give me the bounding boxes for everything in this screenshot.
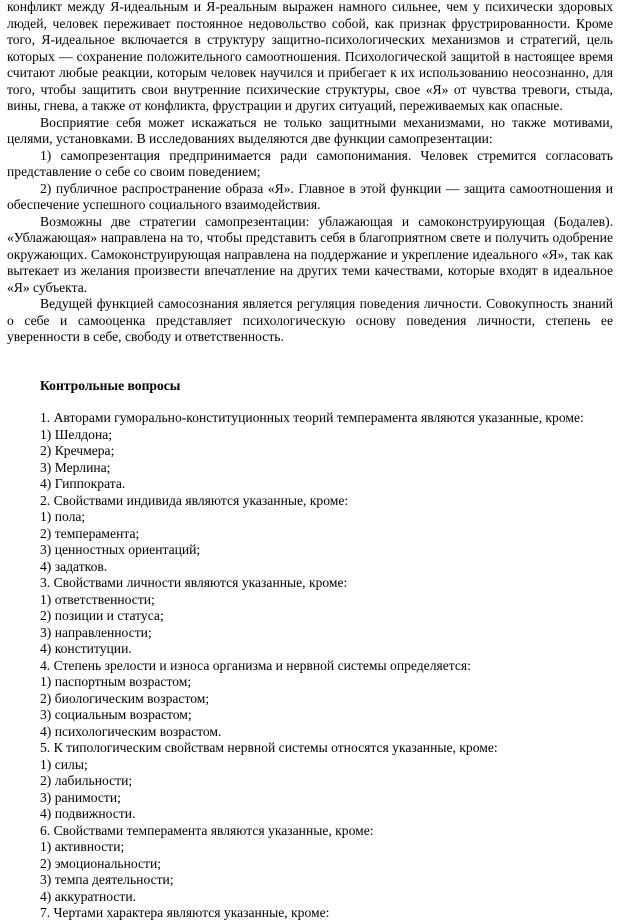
answer-option: 4) задатков. (40, 558, 108, 574)
question-list (7, 410, 613, 922)
paragraph: Возможны две стратегии самопрезентации: ублажающая и самоконструирующая (Бодалев). «Ублажающая» направлена на то, чтобы представить себя в благоприятном свете и получить одобрение окружающих. Самоконструирующая направлена на поддержание и укрепление идеального «Я», так как вытекает из желания произвести впечатление на других теми качествами, которые входят в идеальное «Я» субъекта. (7, 213, 613, 295)
paragraph: 1) самопрезентация предпринимается ради самопонимания. Человек стремится согласовать представление о себе со своим поведением; (7, 147, 613, 179)
question: 1. Авторами гуморально-конституционных теорий темперамента являются указанные, кроме: (40, 410, 584, 425)
paragraph: конфликт между Я-идеальным и Я-реальным выражен намного сильнее, чем у психически здоровых людей, человек переживает постоянное недовольство собой, как признак фрустрированности. Кроме того, Я-идеальное включается в структуру защитно-психологических механизмов и стратегий, цель которых — сохранение положительного самоотношения. Психологической защитой в настоящее время считают любые реакции, которым человек научился и прибегает к их использованию неосознанно, для того, чтобы защитить свои внутренние психические структуры, свое «Я» от чувства тревоги, стыда, вины, гнева, а также от конфликта, фрустрации и других ситуаций, переживаемых как опасные. (7, 0, 613, 113)
paragraph: Восприятие себя может искажаться не только защитными механизмами, но также мотивами, целями, установками. В исследованиях выделяются две функции самопрезентации: (7, 114, 613, 146)
question: 2. Свойствами индивида являются указанные, кроме: (40, 492, 349, 508)
answer-option: 4) Гиппократа. (40, 476, 126, 491)
body-text (7, 0, 613, 346)
answer-option: 2) позиции и статуса; (40, 608, 164, 623)
answer-option: 2) Кречмера; (40, 443, 115, 458)
question: 7. Чертами характера являются указанные, кроме: (40, 905, 330, 920)
answer-option: 3) направленности; (40, 624, 152, 640)
answer-option: 1) активности; (40, 839, 125, 854)
answer-option: 2) темперамента; (40, 525, 140, 541)
answer-option: 2) биологическим возрастом; (40, 690, 210, 706)
answer-option: 3) ранимости; (40, 789, 121, 805)
answer-option: 4) конституции. (40, 641, 132, 656)
answer-option: 3) ценностных ориентаций; (40, 542, 201, 557)
question: 3. Свойствами личности являются указанные, кроме: (40, 575, 348, 590)
answer-option: 3) Мерлина; (40, 459, 111, 475)
answer-option: 1) силы; (40, 756, 88, 772)
paragraph: 2) публичное распространение образа «Я». Главное в этой функции — защита самоотношения и обеспечение успешного социального взаимодействия. (7, 180, 613, 212)
question: 6. Свойствами темперамента являются указанные, кроме: (40, 822, 374, 838)
answer-option: 1) пола; (40, 509, 86, 524)
answer-option: 4) аккуратности. (40, 888, 137, 904)
answer-option: 2) лабильности; (40, 773, 133, 788)
answer-option: 3) социальным возрастом; (40, 707, 192, 722)
section-heading: Контрольные вопросы (40, 377, 181, 393)
question: 4. Степень зрелости и износа организма и нервной системы определяется: (40, 657, 471, 673)
answer-option: 1) паспортным возрастом; (40, 674, 192, 689)
answer-option: 1) Шелдона; (40, 426, 113, 442)
answer-option: 3) темпа деятельности; (40, 872, 174, 887)
question: 5. К типологическим свойствам нервной системы относятся указанные, кроме: (40, 740, 498, 755)
answer-option: 4) подвижности. (40, 806, 136, 821)
answer-option: 4) психологическим возрастом. (40, 723, 222, 739)
answer-option: 1) ответственности; (40, 591, 155, 607)
answer-option: 2) эмоциональности; (40, 855, 162, 871)
paragraph: Ведущей функцией самосознания является регуляция поведения личности. Совокупность знаний о себе и самооценка представляет психологическую основу поведения личности, степень ее уверенности в себе, свободу и ответственность. (7, 296, 613, 344)
